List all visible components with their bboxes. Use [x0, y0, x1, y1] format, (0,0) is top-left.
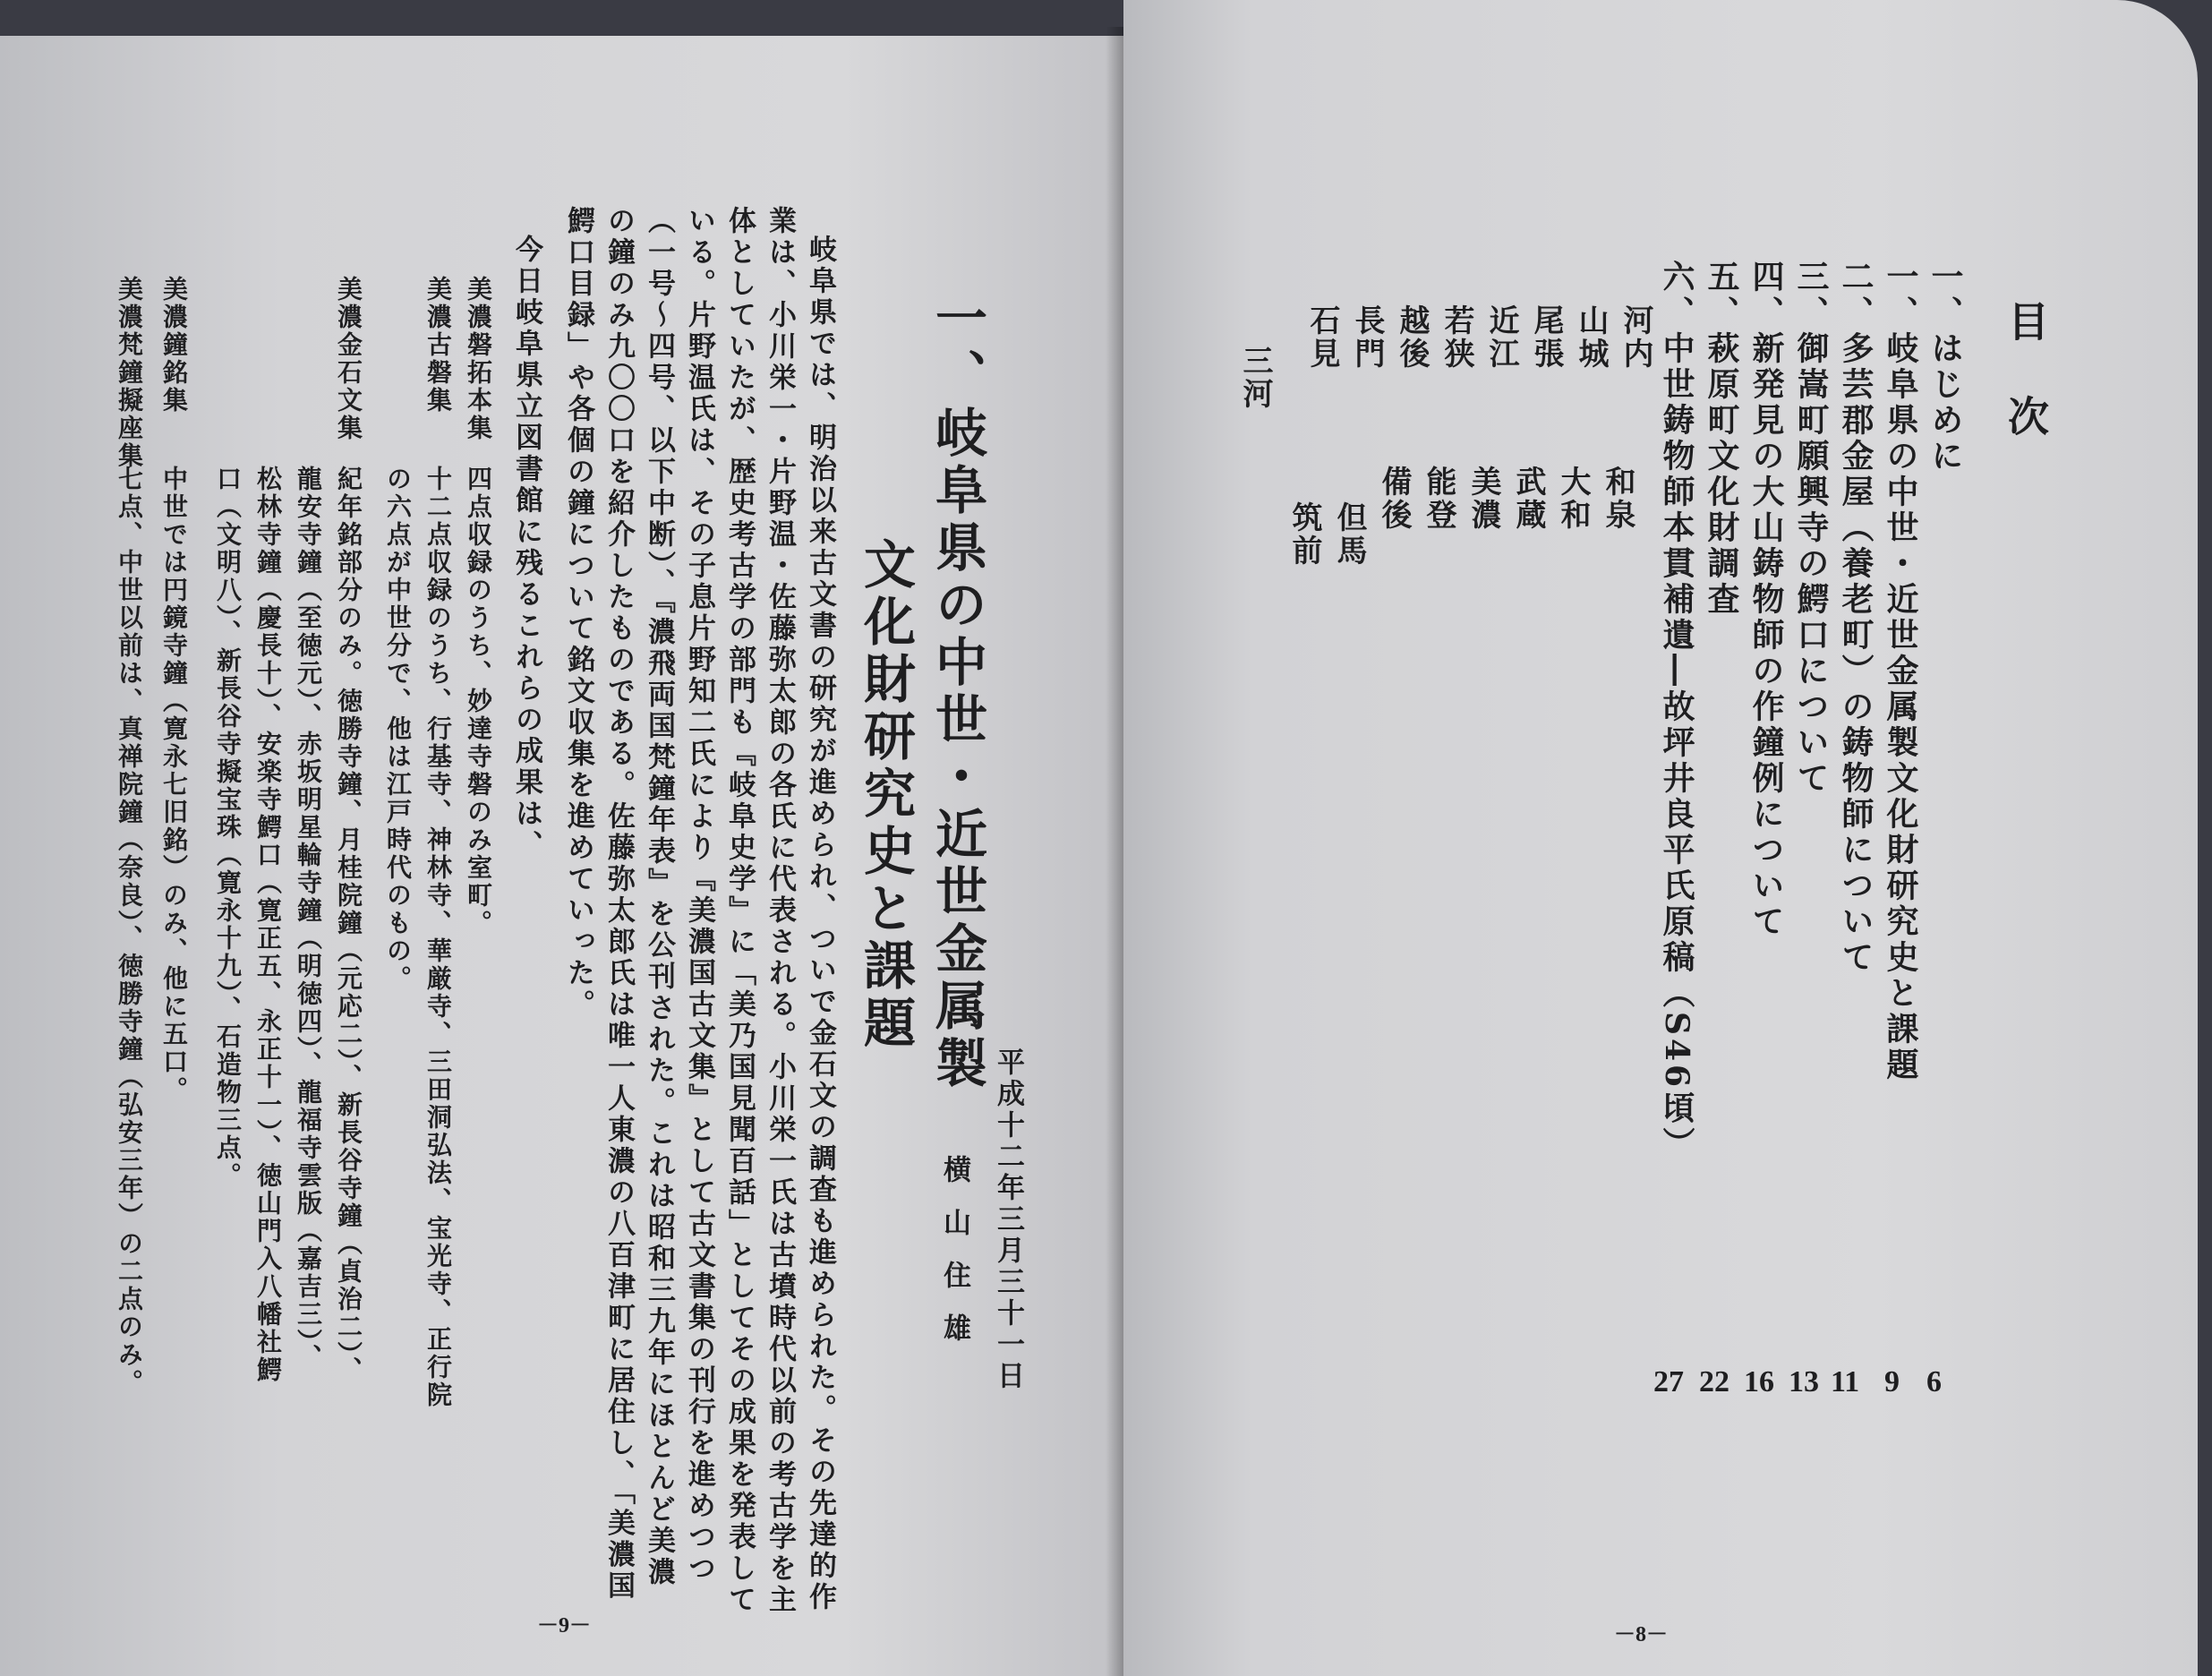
collection-name: 美濃磐拓本集: [464, 276, 493, 442]
toc-region: 武蔵: [1510, 466, 1546, 532]
toc-region: 若狭: [1439, 304, 1474, 371]
toc-item: 二、多芸郡金屋（養老町）の鋳物師について: [1837, 260, 1875, 976]
toc-region: 備後: [1376, 466, 1412, 532]
collection-desc: 紀年銘部分のみ。徳勝寺鐘、月桂院鐘（元応二）、新長谷寺鐘（貞治二）、: [334, 466, 363, 1384]
toc-region: 能登: [1421, 466, 1456, 532]
toc-region: 但馬: [1331, 501, 1367, 568]
paragraph-line: 岐阜県では、明治以来古文書の研究が進められ、ついで金石文の調査も進められた。その先達的作: [804, 235, 836, 1613]
collection-name: 美濃古磐集: [423, 276, 453, 415]
page-number-8: －8－: [1614, 1623, 1668, 1646]
article-author: 横山住雄: [938, 1155, 970, 1366]
toc-page-number: 27: [1653, 1365, 1684, 1398]
toc-title: 目次: [2002, 300, 2050, 490]
toc-page-number: 6: [1926, 1365, 1942, 1398]
toc-region: 山城: [1573, 304, 1609, 371]
article-date: 平成十二年三月三十一日: [992, 1048, 1024, 1392]
toc-page-numbers: [1123, 1365, 2198, 1419]
collection-desc: 十二点収録のうち、行基寺、神林寺、華厳寺、三田洞弘法、宝光寺、正行院: [423, 466, 453, 1409]
toc-page-number: 9: [1884, 1365, 1900, 1398]
toc-region: 石見: [1304, 304, 1340, 371]
toc-page-number: 16: [1744, 1365, 1774, 1398]
collection-name: 美濃金石文集: [334, 276, 363, 442]
left-page: [0, 36, 1123, 1676]
toc-region: 長門: [1349, 304, 1385, 371]
paragraph-line: 鰐口目録」や各個の鐘について銘文収集を進めていった。: [562, 206, 594, 1021]
toc-region: 美濃: [1465, 466, 1501, 532]
paragraph-line: いる。片野温氏は、その子息片野知二氏により『美濃国古文集』として古文書集の刊行を進めつつ: [683, 206, 715, 1585]
toc-region: 河内: [1618, 304, 1653, 371]
collection-desc: 中世では円鏡寺鐘（寛永七旧銘）のみ、他に五口。: [159, 466, 189, 1104]
collection-desc: 松林寺鐘（慶長十）、安楽寺鰐口（寛正五、永正十一）、徳山門入八幡社鰐: [253, 466, 283, 1384]
toc-region: 近江: [1483, 304, 1519, 371]
toc-item: 四、新発見の大山鋳物師の作鐘例について: [1747, 260, 1785, 940]
toc-item: 三、御嵩町願興寺の鰐口について: [1792, 260, 1830, 797]
toc-page-number: 22: [1699, 1365, 1729, 1398]
toc-region: 筑前: [1286, 501, 1322, 568]
collection-desc: 口（文明八）、新長谷寺擬宝珠（寛永十九）、石造物三点。: [213, 466, 243, 1190]
toc-region: 大和: [1555, 466, 1591, 532]
toc-page-number: 13: [1789, 1365, 1819, 1398]
toc-item: 六、中世鋳物師本貫補遺―故坪井良平氏原稿（S46頃）: [1658, 260, 1695, 1163]
toc-item: 一、岐阜県の中世・近世金属製文化財研究史と課題: [1882, 260, 1919, 1083]
collection-desc: 龍安寺鐘（至徳元）、赤坂明星輪寺鐘（明徳四）、龍福寺雲版（嘉吉三）、: [294, 466, 323, 1372]
collection-name: 美濃梵鐘擬座集: [115, 276, 144, 470]
paragraph-line: 業は、小川栄一・片野温・佐藤弥太郎の各氏に代表される。小川栄一氏は古墳時代以前の考古学を主: [764, 206, 796, 1616]
toc-region: 和泉: [1600, 466, 1636, 532]
article-title-line2: 文化財研究史と課題: [855, 537, 916, 1053]
paragraph-line: 体としていたが、歴史考古学の部門も『岐阜史学』に「美乃国見聞百話」としてその成果を発表して: [723, 206, 756, 1616]
toc-item: 五、萩原町文化財調査: [1703, 260, 1740, 618]
toc-region: 越後: [1394, 304, 1430, 371]
toc-region: 尾張: [1528, 304, 1564, 371]
toc-item: 一、はじめに: [1926, 260, 1964, 475]
paragraph-line: の鐘のみ九〇〇口を紹介したものである。佐藤弥太郎氏は唯一人東濃の八百津町に居住し、「美濃国: [602, 206, 635, 1603]
toc-region: 三河: [1237, 345, 1273, 411]
page-number-9: －9－: [537, 1614, 591, 1638]
collection-desc: 四点収録のうち、妙達寺磐のみ室町。: [464, 466, 493, 937]
toc-page-number: 11: [1831, 1365, 1860, 1398]
right-page: [1123, 0, 2198, 1676]
paragraph-line: （一号～四号、以下中断）、『濃飛両国梵鐘年表』を公刊された。これは昭和三九年にほとんど美濃: [643, 206, 675, 1588]
collection-desc: の六点が中世分で、他は江戸時代のもの。: [383, 466, 413, 993]
collection-desc: 七点、中世以前は、真禅院鐘（奈良）、徳勝寺鐘（弘安三年）の二点のみ。: [115, 466, 144, 1397]
collection-name: 美濃鐘銘集: [159, 276, 189, 415]
paragraph-line: 今日岐阜県立図書館に残るこれらの成果は、: [510, 235, 542, 861]
article-title-line1: 一、岐阜県の中世・近世金属製: [927, 291, 987, 1093]
